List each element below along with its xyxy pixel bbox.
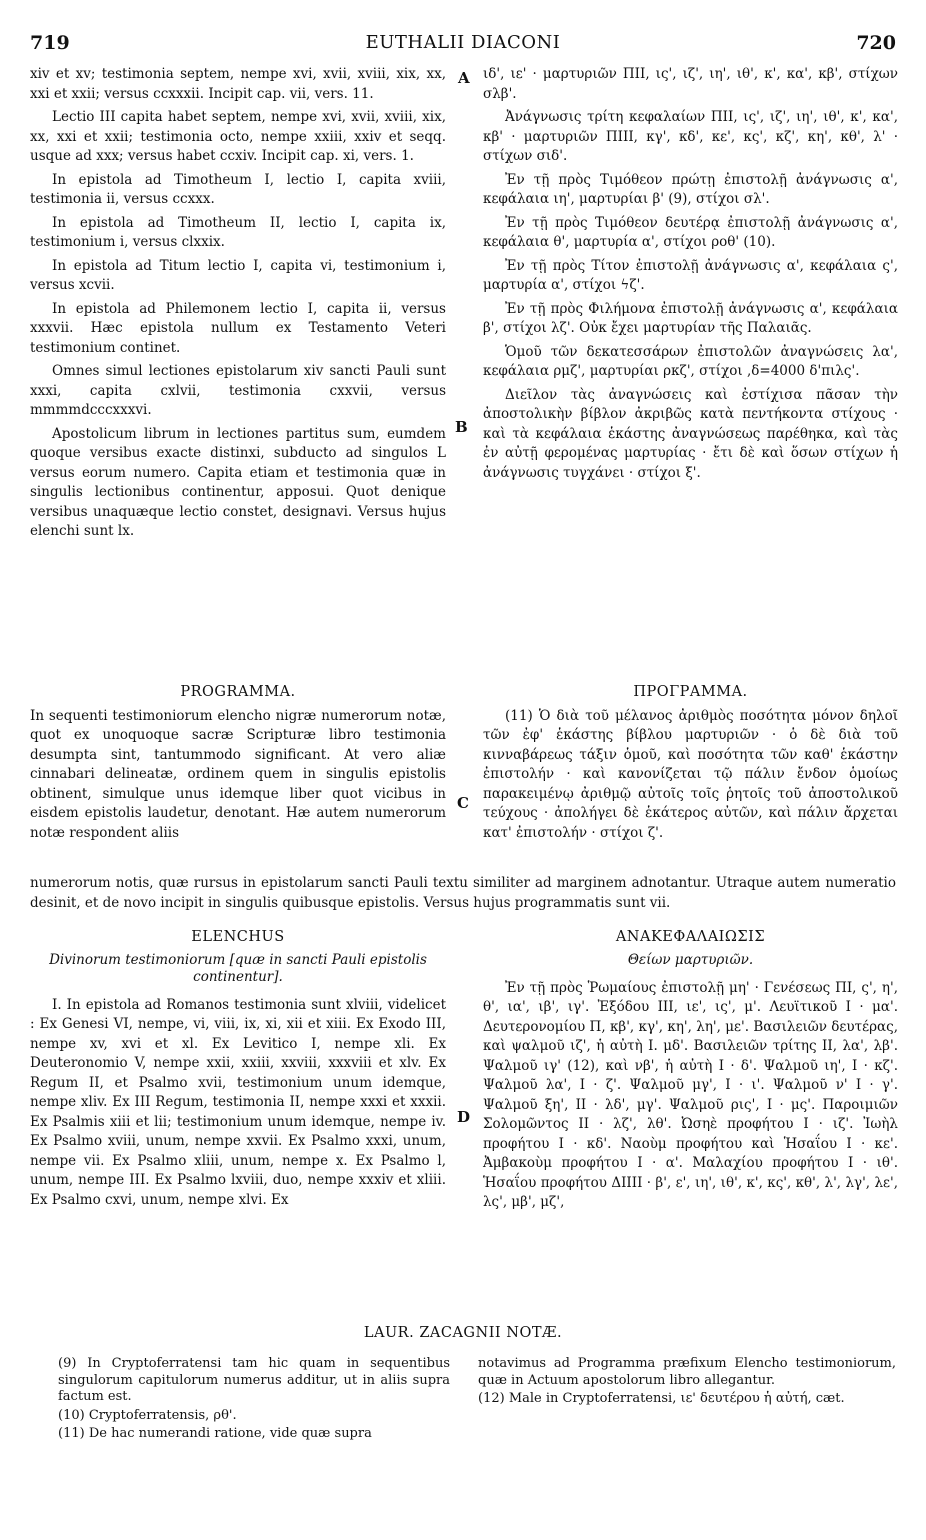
- greek-paragraph: Ἀνάγνωσις τρίτη κεφαλαίων ΠΙΙ, ις', ιζ', ιη', ιθ', κ', κα', κβ' · μαρτυριῶν ΠΙΙΙ, κγ', κδ', κε', κς', κζ', κη', κθ', λ' · στίχων σιδ'.: [483, 109, 898, 164]
- footnote: (9) In Cryptoferratensi tam hic quam in sequentibus singulorum capitulorum numerus additur, ut in aliis supra factum est.: [58, 1356, 450, 1404]
- programma-latin: [30, 683, 446, 843]
- elenchus-subtitle-latin: Divinorum testimoniorum [quæ in sancti Pauli epistolis continentur].: [49, 951, 427, 985]
- margin-letter-d: D: [457, 1108, 471, 1126]
- page-header: [30, 32, 896, 62]
- page-number-right: 720: [856, 32, 896, 54]
- greek-paragraph: Ἐν τῇ πρὸς Τίτον ἐπιστολῇ ἀνάγνωσις α', κεφάλαια ς', μαρτυρία α', στίχοι ϟζ'.: [483, 257, 898, 293]
- latin-paragraph: In epistola ad Timotheum II, lectio I, capita ix, testimonium i, versus clxxix.: [30, 214, 446, 250]
- programma-text-latin: In sequenti testimoniorum elencho nigræ numerorum notæ, quot ex unoquoque sacræ Scripturæ libro testimonia desumpta sint, tantummodo significant. At vero aliæ cinnabari delineatæ, ordinem quem in singulis epistolis obtinent, simulque unus idemque liber quot vicibus in eisdem epistolis laudetur, denotant. Hæ autem numerorum notæ respondent aliis: [30, 707, 446, 841]
- latin-paragraph: In epistola ad Titum lectio I, capita vi, testimonium i, versus xcvii.: [30, 257, 446, 293]
- latin-paragraph: Lectio III capita habet septem, nempe xvi, xvii, xviii, xix, xx, xxi et xxii; testimonia octo, nempe xxiii, xxiv et seqq. usque ad xxx; versus habet ccxiv. Incipit cap. xi, vers. 1.: [30, 109, 446, 164]
- latin-column-top: [30, 65, 446, 542]
- notes-title: LAUR. ZACAGNII NOTÆ.: [363, 1325, 563, 1341]
- programma-greek: [483, 683, 898, 843]
- footnote: (11) De hac numerandi ratione, vide quæ supra: [58, 1426, 372, 1441]
- greek-paragraph: Διεῖλον τὰς ἀναγνώσεις καὶ ἐστίχισα πᾶσαν τὴν ἀποστολικὴν βίβλον ἀκριβῶς κατὰ πεντήκοντα στίχους · καὶ τὰ κεφάλαια ἑκάστης ἀναγνώσεως παρέθηκα, καὶ τὰς ἐν αὐτῇ φερομένας μαρτυρίας · ἔτι δὲ καὶ ὅσων στίχων ἡ ἀνάγνωσις τυγχάνει · στίχοι ξ'.: [483, 386, 898, 481]
- latin-paragraph: xiv et xv; testimonia septem, nempe xvi, xvii, xviii, xix, xx, xxi et xxii; versus ccxxxii. Incipit cap. vii, vers. 11.: [30, 66, 446, 102]
- running-title: EUTHALII DIACONI: [365, 32, 561, 53]
- programma-title-latin: PROGRAMMA.: [180, 684, 296, 700]
- greek-paragraph: Ἐν τῇ πρὸς Τιμόθεον δευτέρᾳ ἐπιστολῇ ἀνάγνωσις α', κεφάλαια θ', μαρτυρία α', στίχοι ροθ' (10).: [483, 214, 898, 250]
- latin-paragraph: In epistola ad Timotheum I, lectio I, capita xviii, testimonia ii, versus ccxxx.: [30, 171, 446, 207]
- notes-right-column: [478, 1356, 896, 1410]
- margin-letter-c: C: [457, 794, 469, 812]
- elenchus-text-latin: I. In epistola ad Romanos testimonia sunt xlviii, videlicet : Ex Genesi VI, nempe, vi, viii, ix, xi, xii et xiii. Ex Exodo III, nempe xv, xvi et xl. Ex Levitico I, nempe xli. Ex Deuteronomio V, nempe xxii, xxiii, xxviii, xxxviii et xlv. Ex Regum II, et Psalmo xvii, testimonium unum idemque, nempe xliv. Ex III Regum, testimonia II, nempe xxxi et xxxii. Ex Psalmis xiii et lii; testimonium unum idemque, nempe iv. Ex Psalmo xviii, unum, nempe xxvii. Ex Psalmo xxxi, unum, nempe vii. Ex Psalmo xliii, unum, nempe x. Ex Psalmo l, unum, nempe III. Ex Psalmo lxviii, duo, nempe xxxiv et xliii. Ex Psalmo cxvi, unum, nempe xlvi. Ex: [30, 996, 446, 1208]
- programma-continuation: numerorum notis, quæ rursus in epistolarum sancti Pauli textu similiter ad marginem adnotantur. Utraque autem numeratio desinit, et de novo incipit in singulis quibusque epistolis. Versus hujus programmatis sunt vii.: [30, 875, 896, 911]
- latin-paragraph: In epistola ad Philemonem lectio I, capita ii, versus xxxvii. Hæc epistola nullum ex Testamento Veteri testimonium continet.: [30, 300, 446, 356]
- elenchus-title-greek: ΑΝΑΚΕΦΑΛΑΙΩΣΙΣ: [615, 929, 766, 945]
- footnote: (10) Cryptoferratensis, ρθ'.: [58, 1407, 237, 1423]
- greek-paragraph: Ἐν τῇ πρὸς Τιμόθεον πρώτῃ ἐπιστολῇ ἀνάγνωσις α', κεφάλαια ιη', μαρτυρίαι β' (9), στίχοι σλ'.: [483, 171, 898, 207]
- elenchus-text-greek: Ἐν τῇ πρὸς Ῥωμαίους ἐπιστολῇ μη' · Γενέσεως ΠΙ, ς', η', θ', ια', ιβ', ιγ'. Ἐξόδου ΙΙΙ, ιε', ις', μ'. Λευϊτικοῦ Ι · μα'. Δευτερονομίου Π, κβ', κγ', κη', λη', με'. Βασιλειῶν δευτέρας, καὶ ψαλμοῦ ιζ', ἡ αὐτὴ Ι. μδ'. Βασιλειῶν τρίτης ΙΙ, λα', λβ'. Ψαλμοῦ ιγ' (12), καὶ νβ', ἡ αὐτὴ Ι · δ'. Ψαλμοῦ ιη', Ι · κζ'. Ψαλμοῦ λα', Ι · ζ'. Ψαλμοῦ μγ', Ι · ι'. Ψαλμοῦ ν' Ι · γ'. Ψαλμοῦ ξη', ΙΙ · λδ', μγ'. Ψαλμοῦ ρις', Ι · μς'. Παροιμιῶν Σολομῶντος ΙΙ · λζ', λθ'. Ὠσηὲ προφήτου Ι · ιζ'. Ἰωὴλ προφήτου Ι · κδ'. Ναοὺμ προφήτου καὶ Ἡσαΐου Ι · κε'. Ἀμβακοὺμ προφήτου Ι · α'. Μαλαχίου προφήτου Ι · ιθ'. Ἡσαΐου προφήτου ΔΙΙΙΙ · β', ε', ιη', ιθ', κ', κς', κθ', λ', λγ', λε', λς', μβ', μζ',: [483, 979, 898, 1210]
- margin-letter-a: A: [458, 69, 470, 87]
- greek-column-top: [483, 65, 898, 483]
- greek-paragraph: Ἐν τῇ πρὸς Φιλήμονα ἐπιστολῇ ἀνάγνωσις α', κεφάλαια β', στίχοι λζ'. Οὐκ ἔχει μαρτυρίαν τῆς Παλαιᾶς.: [483, 300, 898, 336]
- page-number-left: 719: [30, 32, 70, 54]
- footnote: notavimus ad Programma præfixum Elencho testimoniorum, quæ in Actuum apostolorum libro allegantur.: [478, 1356, 896, 1388]
- latin-paragraph: Omnes simul lectiones epistolarum xiv sancti Pauli sunt xxxi, capita cxlvii, testimonia cxxvii, versus mmmmdcccxxxvi.: [30, 363, 446, 418]
- greek-paragraph: ιδ', ιε' · μαρτυριῶν ΠΙΙ, ις', ιζ', ιη', ιθ', κ', κα', κβ', στίχων σλβ'.: [483, 66, 898, 102]
- latin-paragraph: Apostolicum librum in lectiones partitus sum, eumdem quoque versibus exacte distinxi, subducto ad singulos L versus eorum numero. Capita etiam et testimonia quæ in singulis lectionibus continentur, apposui. Quot denique versibus unaquæque lectio constet, designavi. Versus hujus elenchi sunt lx.: [30, 425, 446, 539]
- notes-left-column: [58, 1356, 450, 1445]
- programma-title-greek: ΠΡΟΓΡΑΜΜΑ.: [633, 684, 748, 700]
- elenchus-greek: [483, 928, 898, 1213]
- margin-letter-b: B: [455, 418, 468, 436]
- programma-text-greek: (11) Ὁ διὰ τοῦ μέλανος ἀριθμὸς ποσότητα μόνον δηλοῖ τῶν ἐφ' ἑκάστης βίβλου μαρτυριῶν · ὁ δὲ διὰ τοῦ κινναβάρεως τάξιν ὁμοῦ, καὶ ποσότητα τῶν καθ' ἑκάστην ἐπιστολήν · καὶ κανονίζεται τῷ πάλιν ἔνδον ὁμοίως παρακειμένῳ ἀριθμῷ αὐτοῖς τοῖς ῥητοῖς τοῦ ἀποστολικοῦ τεύχους · ἀπολήγει δὲ ἑκάτερος αὐτῶν, καὶ πάλιν ἄρχεται κατ' ἐπιστολήν · στίχοι ζ'.: [483, 707, 898, 841]
- footnote: (12) Male in Cryptoferratensi, ιε' δευτέρου ἡ αὐτή, cæt.: [478, 1391, 845, 1406]
- elenchus-subtitle-greek: Θείων μαρτυριῶν.: [627, 951, 754, 968]
- elenchus-title-latin: ELENCHUS: [191, 929, 285, 945]
- greek-paragraph: Ὁμοῦ τῶν δεκατεσσάρων ἐπιστολῶν ἀναγνώσεις λα', κεφάλαια ρμζ', μαρτυρίαι ρκζ', στίχοι ,δ=4000 δ'πιλς'.: [483, 343, 898, 379]
- elenchus-latin: [30, 928, 446, 1210]
